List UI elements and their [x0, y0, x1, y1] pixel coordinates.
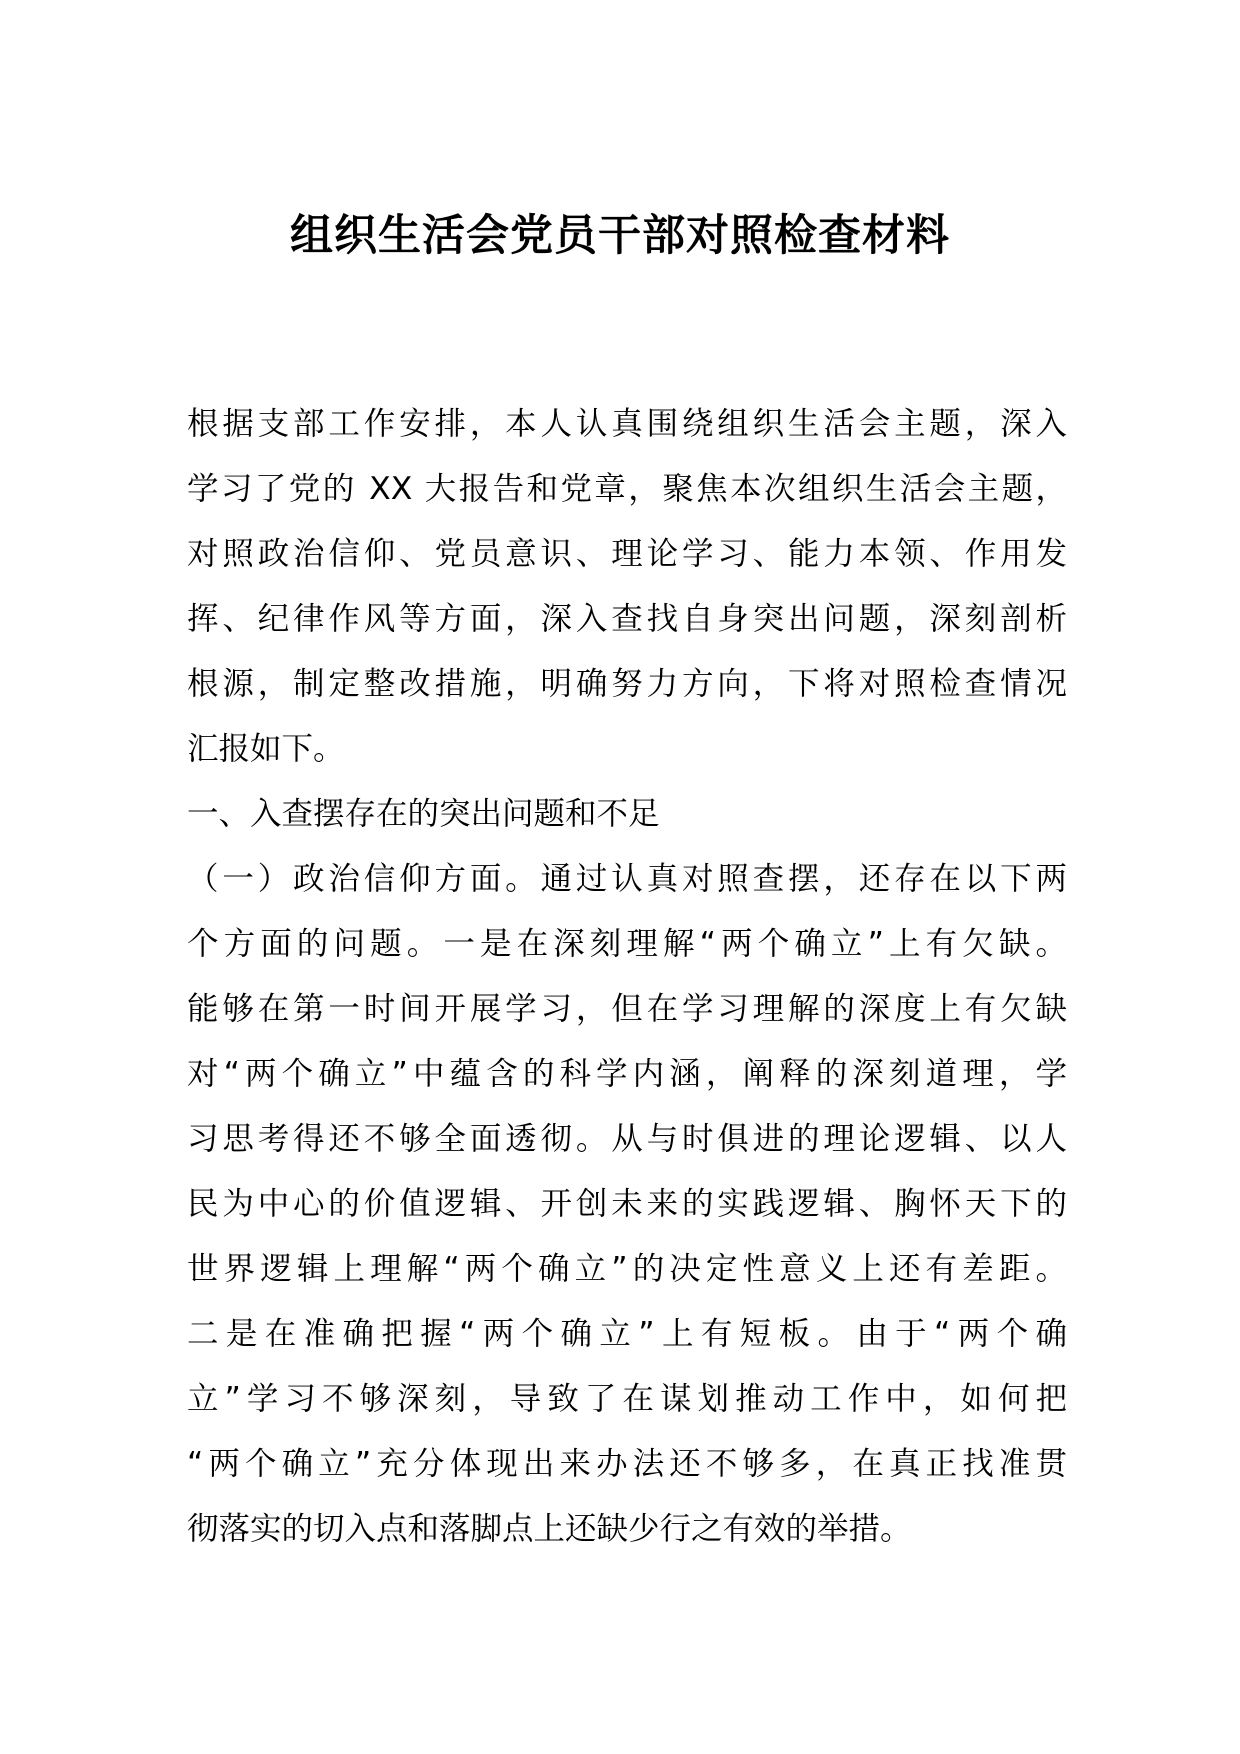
body-line: 挥、纪律作风等方面，深入查找自身突出问题，深刻剖析: [187, 601, 1067, 637]
body-line: 立”学习不够深刻，导致了在谋划推动工作中，如何把: [187, 1381, 1067, 1417]
body-line: 对照政治信仰、党员意识、理论学习、能力本领、作用发: [187, 536, 1067, 572]
body-line: 二是在准确把握“两个确立”上有短板。由于“两个确: [187, 1316, 1067, 1352]
body-line: 习思考得还不够全面透彻。从与时俱进的理论逻辑、以人: [187, 1121, 1067, 1157]
body-line: 汇报如下。: [187, 731, 345, 767]
body-line: “两个确立”充分体现出来办法还不够多，在真正找准贯: [187, 1446, 1067, 1482]
body-line: 根源，制定整改措施，明确努力方向，下将对照检查情况: [187, 666, 1067, 702]
body-line: 学习了党的 XX 大报告和党章，聚焦本次组织生活会主题，: [187, 471, 1067, 507]
body-line: 民为中心的价值逻辑、开创未来的实践逻辑、胸怀天下的: [187, 1186, 1067, 1222]
document-title: 组织生活会党员干部对照检查材料: [290, 211, 950, 261]
body-line: 彻落实的切入点和落脚点上还缺少行之有效的举措。: [187, 1511, 912, 1547]
body-line: （一）政治信仰方面。通过认真对照查摆，还存在以下两: [187, 861, 1067, 897]
body-line: 对“两个确立”中蕴含的科学内涵，阐释的深刻道理，学: [187, 1056, 1067, 1092]
document-body: [187, 392, 1067, 1562]
body-line: 个方面的问题。一是在深刻理解“两个确立”上有欠缺。: [187, 926, 1067, 962]
body-line: 世界逻辑上理解“两个确立”的决定性意义上还有差距。: [187, 1251, 1067, 1287]
body-line: 一、入查摆存在的突出问题和不足: [187, 796, 660, 832]
body-line: 能够在第一时间开展学习，但在学习理解的深度上有欠缺: [187, 991, 1067, 1027]
body-line: 根据支部工作安排，本人认真围绕组织生活会主题，深入: [187, 406, 1067, 442]
